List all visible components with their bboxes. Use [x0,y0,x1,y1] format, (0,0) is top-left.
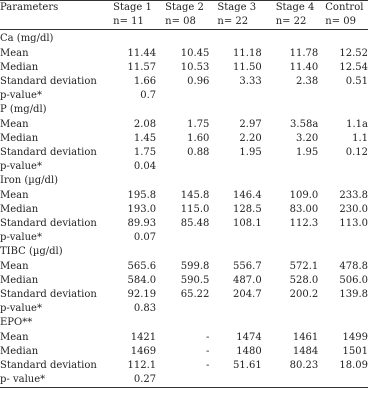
value-cell: 109.0 [289,189,319,201]
empty-cell [209,30,261,47]
value-cell: 2.08 [133,118,157,130]
value-cell: 1469 [130,345,157,357]
empty-cell [103,245,156,259]
section-title: Ca (mg/dl) [0,33,54,45]
value-cell: 1.75 [187,118,210,130]
value-cell: 565.6 [127,260,157,272]
value-cell: 1499 [342,331,368,343]
value-cell: 80.23 [289,360,319,372]
section-title: Iron (µg/dl) [0,175,59,187]
empty-cell [318,316,368,330]
header-parameters: Parameters [0,1,103,16]
row-label: Mean [0,331,29,343]
value-cell: 145.8 [180,189,210,201]
p-value-row [0,160,368,174]
value-cell: 1501 [342,345,368,357]
value-cell: 113.0 [339,218,368,230]
table-row [0,274,368,288]
value-cell: 11.50 [233,61,262,73]
empty-cell [262,89,319,103]
value-cell: 11.57 [127,61,157,73]
value-cell: 1474 [236,331,262,343]
empty-cell [262,373,319,388]
value-cell: 233.8 [339,189,368,201]
row-label: Median [0,61,39,73]
header-n-control: n= 09 [318,15,368,30]
header-stage-3: Stage 3 [209,1,261,16]
value-cell: 230.0 [339,203,368,215]
table-row [0,359,368,373]
empty-cell [262,245,319,259]
empty-cell [318,160,368,174]
empty-cell [209,174,261,188]
value-cell: 204.7 [233,289,262,301]
header-n-stage-4: n= 22 [262,15,319,30]
value-cell: 115.0 [180,203,210,215]
value-cell: 195.8 [127,189,157,201]
p-value-row [0,302,368,316]
value-cell: 1.66 [133,76,157,88]
empty-cell [103,316,156,330]
value-cell: 584.0 [127,274,157,286]
value-cell: 1.95 [296,147,319,159]
empty-cell [103,30,156,47]
row-label: Standard deviation [0,76,97,88]
row-label: Median [0,274,39,286]
empty-cell [156,245,209,259]
empty-cell [318,103,368,117]
p-value-label: p-value* [0,303,42,315]
header-stage-4: Stage 4 [262,1,319,16]
header-blank [0,15,103,30]
p-value-label: p-value* [0,161,42,173]
value-cell: 11.78 [289,47,319,59]
value-cell: 0.12 [345,147,368,159]
section-title-row [0,30,368,47]
empty-cell [262,316,319,330]
value-cell: 112.3 [289,218,319,230]
empty-cell [209,103,261,117]
table-row [0,61,368,75]
value-cell: 1.60 [187,132,210,144]
empty-cell [156,302,209,316]
table-row [0,217,368,231]
empty-cell [318,89,368,103]
table-row [0,75,368,89]
value-cell: 12.54 [339,61,368,73]
row-label: Standard deviation [0,147,97,159]
p-value-row [0,373,368,388]
header-stage-2: Stage 2 [156,1,209,16]
empty-cell [262,231,319,245]
p-value: 0.83 [133,303,157,315]
section-title: TIBC (µg/dl) [0,246,63,258]
table-row [0,331,368,345]
empty-cell [318,302,368,316]
value-cell: 139.8 [339,289,368,301]
empty-cell [156,103,209,117]
value-cell: 12.52 [339,47,368,59]
value-cell: 1421 [130,331,157,343]
row-label: Mean [0,47,29,59]
value-cell: - [206,360,210,372]
value-cell: 2.38 [296,76,319,88]
value-cell: 3.20 [296,132,319,144]
empty-cell [318,231,368,245]
empty-cell [262,30,319,47]
header-n-stage-1: n= 11 [103,15,156,30]
value-cell: 572.1 [289,260,319,272]
row-label: Standard deviation [0,289,97,301]
row-label: Mean [0,189,29,201]
value-cell: 599.8 [180,260,210,272]
row-label: Median [0,345,39,357]
header-row-counts [0,15,368,30]
value-cell: - [206,331,210,343]
empty-cell [262,160,319,174]
row-label: Mean [0,118,29,130]
value-cell: 11.40 [289,61,319,73]
value-cell: 51.61 [233,360,262,372]
value-cell: 1.1a [346,118,368,130]
value-cell: 487.0 [233,274,262,286]
section-title-row [0,174,368,188]
empty-cell [103,174,156,188]
value-cell: 128.5 [233,203,262,215]
p-value-label: p-value* [0,232,42,244]
empty-cell [156,231,209,245]
p-value-label: p-value* [0,90,42,102]
table-body [0,1,368,388]
row-label: Standard deviation [0,218,97,230]
empty-cell [156,89,209,103]
table-row [0,47,368,61]
value-cell: 3.33 [239,76,262,88]
header-n-stage-3: n= 22 [209,15,261,30]
row-label: Standard deviation [0,360,97,372]
empty-cell [318,373,368,388]
value-cell: 1480 [236,345,262,357]
table-row [0,345,368,359]
row-label: Mean [0,260,29,272]
value-cell: 590.5 [180,274,210,286]
empty-cell [262,302,319,316]
value-cell: 85.48 [180,218,210,230]
p-value-row [0,89,368,103]
header-stage-1: Stage 1 [103,1,156,16]
p-value-row [0,231,368,245]
empty-cell [262,174,319,188]
value-cell: 556.7 [233,260,262,272]
header-n-stage-2: n= 08 [156,15,209,30]
table-row [0,189,368,203]
empty-cell [156,160,209,174]
value-cell: 11.44 [127,47,157,59]
empty-cell [156,373,209,388]
section-title: P (mg/dl) [0,104,47,116]
empty-cell [209,160,261,174]
empty-cell [156,30,209,47]
value-cell: 10.45 [180,47,210,59]
value-cell: 1484 [292,345,319,357]
value-cell: - [206,345,210,357]
table-row [0,146,368,160]
p-value: 0.07 [133,232,157,244]
row-label: Median [0,132,39,144]
value-cell: 478.8 [339,260,368,272]
value-cell: 2.97 [239,118,262,130]
value-cell: 2.20 [239,132,262,144]
empty-cell [318,30,368,47]
value-cell: 1.1 [352,132,368,144]
row-label: Median [0,203,39,215]
value-cell: 18.09 [339,360,368,372]
value-cell: 528.0 [289,274,319,286]
empty-cell [103,103,156,117]
value-cell: 0.51 [345,76,368,88]
value-cell: 1.45 [133,132,157,144]
table-row [0,118,368,132]
p-value: 0.27 [103,373,156,388]
value-cell: 83.00 [289,203,319,215]
empty-cell [209,302,261,316]
section-title: EPO** [0,317,33,329]
value-cell: 1461 [292,331,319,343]
empty-cell [209,316,261,330]
value-cell: 506.0 [339,274,368,286]
table-row [0,260,368,274]
value-cell: 193.0 [127,203,157,215]
empty-cell [156,174,209,188]
header-control: Control [318,1,368,16]
value-cell: 3.58a [290,118,319,130]
value-cell: 92.19 [127,289,157,301]
value-cell: 1.75 [133,147,157,159]
value-cell: 146.4 [233,189,262,201]
value-cell: 200.2 [289,289,319,301]
header-row-names [0,1,368,16]
p-value: 0.04 [133,161,157,173]
value-cell: 112.1 [127,360,157,372]
table-row [0,203,368,217]
p-value: 0.7 [140,90,157,102]
value-cell: 89.93 [127,218,157,230]
empty-cell [209,231,261,245]
section-title-row [0,245,368,259]
table-row [0,132,368,146]
section-title-row [0,316,368,330]
empty-cell [156,316,209,330]
table-row [0,288,368,302]
empty-cell [318,245,368,259]
value-cell: 0.96 [187,76,210,88]
empty-cell [209,373,261,388]
section-title-row [0,103,368,117]
p-value-label: p- value* [0,373,103,388]
value-cell: 11.18 [233,47,262,59]
value-cell: 0.88 [187,147,210,159]
empty-cell [209,89,261,103]
empty-cell [318,174,368,188]
value-cell: 1.95 [239,147,262,159]
value-cell: 65.22 [180,289,210,301]
empty-cell [209,245,261,259]
empty-cell [262,103,319,117]
value-cell: 108.1 [233,218,262,230]
value-cell: 10.53 [180,61,210,73]
